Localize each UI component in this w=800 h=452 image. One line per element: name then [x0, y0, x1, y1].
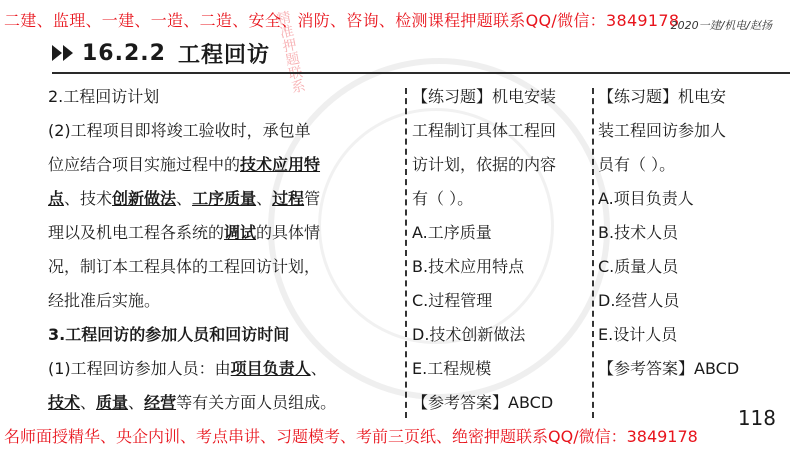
option-a: A.工序质量 — [412, 223, 492, 242]
top-banner: 二建、监理、一建、一造、二造、安全、消防、咨询、检测课程押题联系QQ/微信：3849178 — [4, 11, 680, 30]
option-b: B.技术应用特点 — [412, 257, 525, 276]
question-line: 员有（ ）。 — [598, 155, 676, 174]
text-span: 理以及机电工程各系统的 — [48, 223, 225, 242]
question-line: 【练习题】机电安装 — [412, 87, 557, 106]
option-d: D.经营人员 — [598, 291, 680, 310]
text-line: 况，制订本工程具体的工程回访计划， — [48, 257, 321, 276]
option-d: D.技术创新做法 — [412, 325, 526, 344]
text-line: (2)工程项目即将竣工验收时，承包单 — [48, 121, 311, 140]
option-c: C.质量人员 — [598, 257, 679, 276]
key-term: 技术应用特 — [240, 155, 321, 174]
key-term: 点 — [48, 189, 65, 208]
reference-answer: 【参考答案】ABCD — [598, 359, 740, 378]
text-line — [48, 352, 403, 386]
text-span: (1)工程回访参加人员：由 — [48, 359, 231, 378]
reference-answer: 【参考答案】ABCD — [412, 393, 554, 412]
text-span: 等有关方面人员组成。 — [176, 393, 337, 412]
text-line — [48, 386, 403, 420]
dashed-divider-right — [592, 88, 594, 418]
text-span: 管 — [304, 189, 321, 208]
heading-return-visit-plan: 2.工程回访计划 — [48, 87, 160, 106]
key-term: 经营 — [144, 393, 177, 412]
question-line: 访计划，依据的内容 — [412, 155, 557, 174]
option-c: C.过程管理 — [412, 291, 493, 310]
key-term: 工序质量 — [192, 189, 257, 208]
option-e: E.设计人员 — [598, 325, 678, 344]
option-a: A.项目负责人 — [598, 189, 694, 208]
text-span: 、 — [176, 189, 193, 208]
question-line: 装工程回访参加人 — [598, 121, 727, 140]
page-number: 118 — [737, 406, 776, 430]
text-span: 、 — [256, 189, 273, 208]
text-span: 的具体情 — [256, 223, 321, 242]
double-chevron-icon — [52, 45, 74, 61]
key-term: 技术 — [48, 393, 81, 412]
key-term: 质量 — [96, 393, 129, 412]
question-line: 【练习题】机电安 — [598, 87, 727, 106]
section-header — [52, 38, 270, 68]
text-span: 、技术 — [64, 189, 113, 208]
question-line: 工程制订具体工程回 — [412, 121, 557, 140]
option-b: B.技术人员 — [598, 223, 679, 242]
text-span: 、 — [80, 393, 97, 412]
left-column — [48, 80, 403, 420]
text-line — [48, 182, 403, 216]
key-term: 创新做法 — [112, 189, 177, 208]
practice-question-1 — [412, 80, 590, 420]
key-term: 过程 — [272, 189, 305, 208]
dashed-divider-left — [405, 88, 407, 418]
text-span: 、 — [128, 393, 145, 412]
text-span: 、 — [310, 359, 327, 378]
text-span: 位应结合项目实施过程中的 — [48, 155, 241, 174]
heading-participants: 3.工程回访的参加人员和回访时间 — [48, 325, 290, 344]
section-number: 16.2.2 — [82, 40, 166, 66]
header-divider — [52, 72, 790, 74]
top-right-tag: 2020一建/机电/赵扬 — [670, 19, 772, 32]
bottom-banner: 名师面授精华、央企内训、考点串讲、习题模考、考前三页纸、绝密押题联系QQ/微信：3849178 — [4, 427, 698, 446]
text-line — [48, 216, 403, 250]
practice-question-2 — [598, 80, 788, 386]
section-title: 工程回访 — [177, 42, 270, 68]
watermark-text: 精准押题联系 — [273, 9, 307, 95]
text-line: 经批准后实施。 — [48, 291, 161, 310]
key-term: 项目负责人 — [230, 359, 311, 378]
option-e: E.工程规模 — [412, 359, 492, 378]
text-line — [48, 148, 403, 182]
key-term: 调试 — [224, 223, 257, 242]
question-line: 有（ ）。 — [412, 189, 474, 208]
